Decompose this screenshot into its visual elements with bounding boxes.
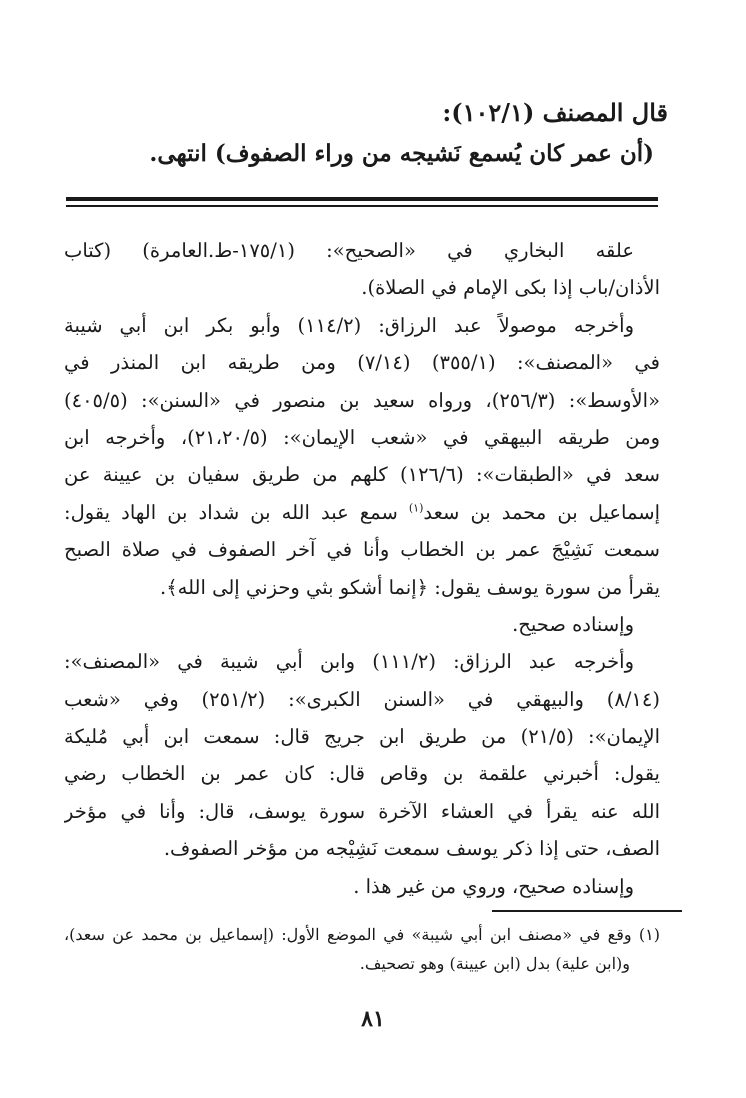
body-line: (٨/١٤) والبيهقي في «السنن الكبرى»: (٢٥١/٢) وفي «شعب (64, 687, 660, 711)
body-line: وإسناده صحيح. (512, 612, 634, 636)
footnote-line: (١) وقع في «مصنف ابن أبي شيبة» في الموضع الأول: (إسماعيل بن محمد عن سعد)، (64, 925, 660, 944)
footnote-line: و(ابن علية) بدل (ابن عيينة) وهو تصحيف. (359, 954, 630, 973)
body-line: الله عنه يقرأ في العشاء الآخرة سورة يوسف، قال: وأنا في مؤخر (64, 799, 660, 823)
body-line: الصف، حتى إذا ذكر يوسف سمعت نَشِيْجه من مؤخر الصفوف. (163, 837, 660, 861)
header-rule-thin (66, 205, 658, 207)
commentary-body (64, 232, 660, 905)
body-line: وأخرجه موصولاً عبد الرزاق: (١١٤/٢) وأبو بكر ابن أبي شيبة (64, 313, 634, 337)
section-title: قال المصنف (١٠٢/١): (442, 98, 668, 127)
body-line-part: إسماعيل بن محمد بن سعد (423, 500, 660, 524)
body-line: الإيمان»: (٢١/٥) من طريق ابن جريج قال: سمعت ابن أبي مُليكة (64, 725, 660, 749)
body-line: علقه البخاري في «الصحيح»: (١٧٥/١-ط.العامرة) (كتاب (64, 239, 634, 262)
body-line: في «المصنف»: (٣٥٥/١) (٧/١٤) ومن طريقه ابن المنذر في (64, 351, 660, 375)
body-line: سعد في «الطبقات»: (١٢٦/٦) كلهم من طريق سفيان بن عيينة عن (64, 463, 660, 487)
body-line: «الأوسط»: (٢٥٦/٣)، ورواه سعيد بن منصور في «السنن»: (٤٠٥/٥) (64, 388, 660, 412)
body-line: يقرأ من سورة يوسف يقول: ﴿إنما أشكو بثي وحزني إلى الله﴾. (160, 575, 660, 599)
body-line-with-footnote (64, 494, 660, 531)
body-line: يقول: أخبرني علقمة بن وقاص قال: كان عمر بن الخطاب رضي (64, 762, 660, 786)
body-line: سمعت نَشِيْجَ عمر بن الخطاب وأنا في آخر الصفوف في صلاة الصبح (64, 538, 660, 562)
body-line: ومن طريقه البيهقي في «شعب الإيمان»: (٢١،٢٠/٥)، وأخرجه ابن (64, 425, 660, 449)
body-line: وإسناده صحيح، وروي من غير هذا . (353, 874, 634, 898)
body-line: الأذان/باب إذا بكى الإمام في الصلاة). (361, 276, 660, 300)
quoted-text: (أن عمر كان يُسمع نَشيجه من وراء الصفوف) انتهى. (149, 140, 654, 167)
body-line-part: سمع عبد الله بن شداد بن الهاد يقول: (64, 500, 409, 524)
footnotes (64, 920, 660, 978)
footnote-marker: (١) (408, 501, 424, 515)
body-line: وأخرجه عبد الرزاق: (١١١/٢) وابن أبي شيبة في «المصنف»: (64, 650, 634, 674)
page-number: ٨١ (361, 1006, 385, 1032)
footnote-rule (492, 910, 682, 912)
header-rule-thick (66, 197, 658, 201)
